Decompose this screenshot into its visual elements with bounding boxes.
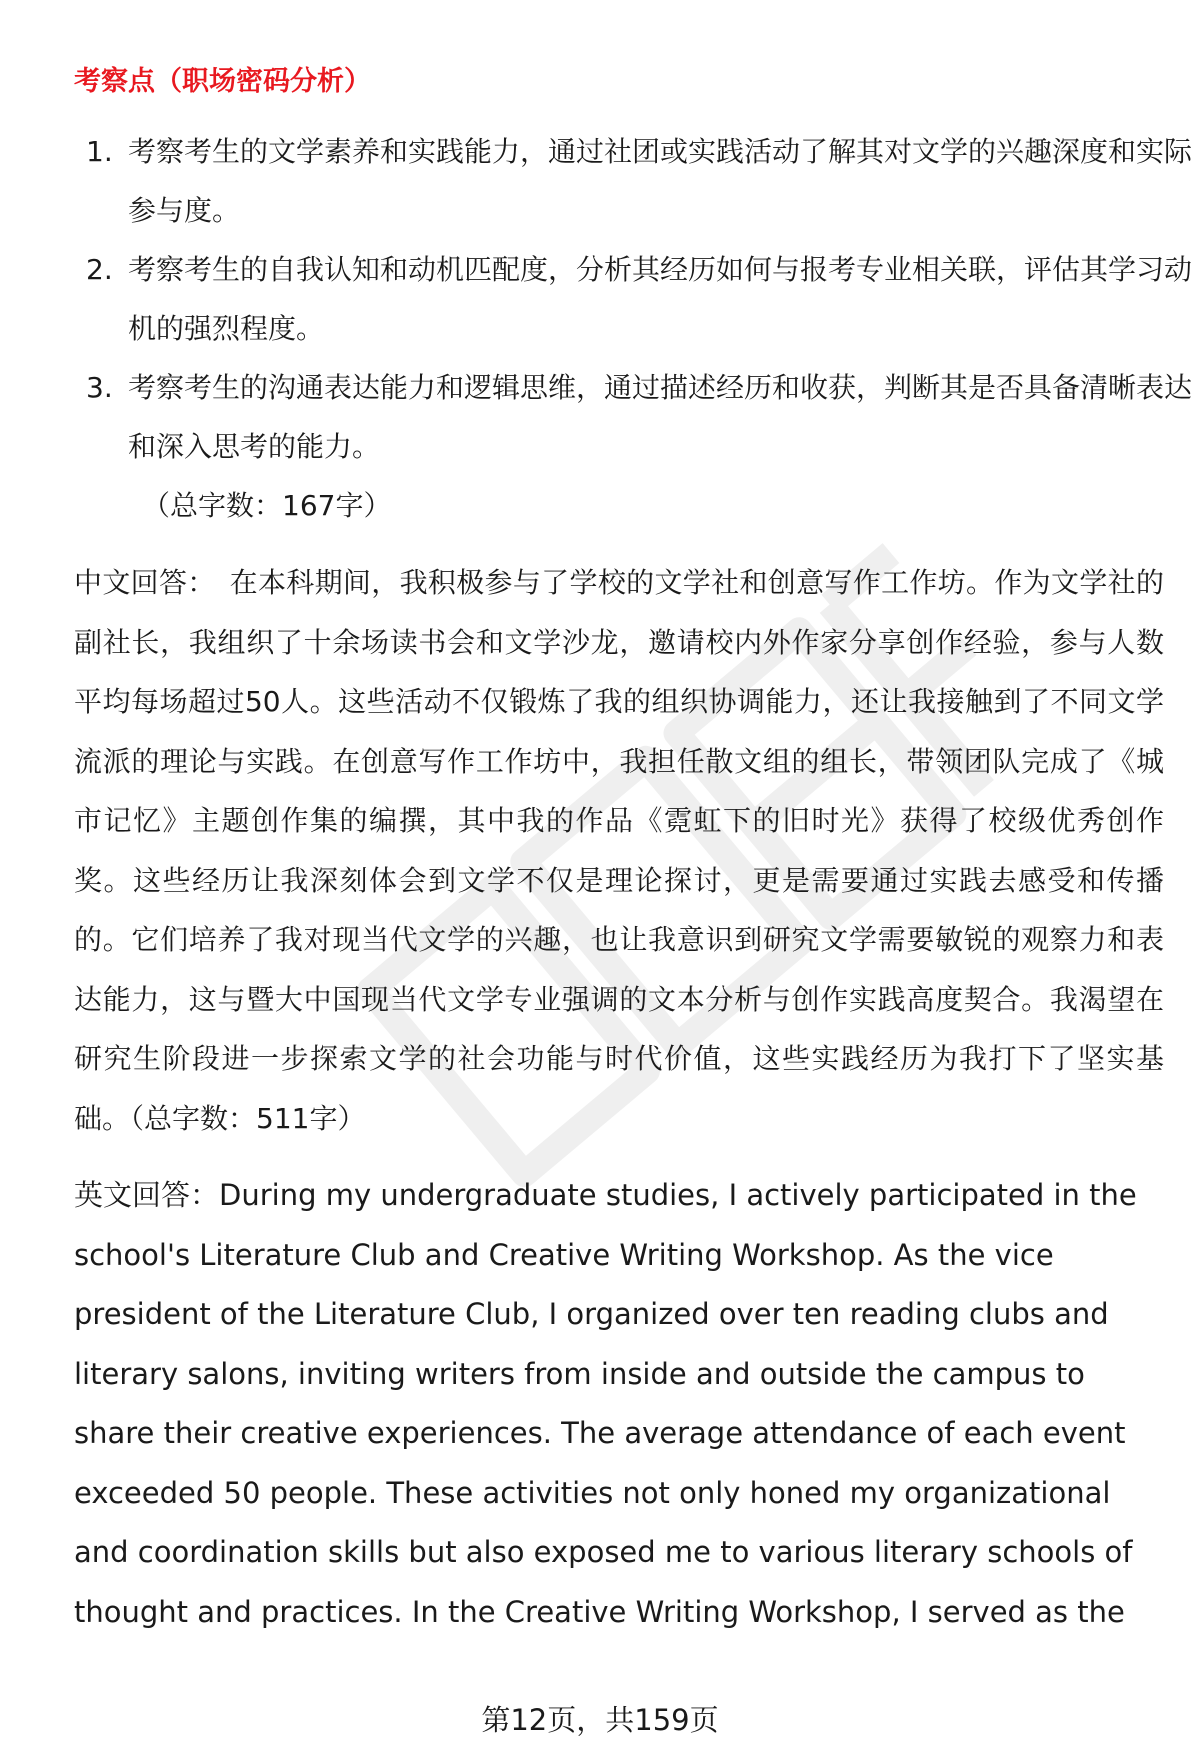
- section-title: 考察点（职场密码分析）: [74, 66, 371, 97]
- chinese-answer-label: 中文回答：: [74, 566, 216, 599]
- list-item-text: 考察考生的文学素养和实践能力，通过社团或实践活动了解其对文学的兴趣深度和实际参与度。: [128, 135, 1193, 227]
- points-word-count: （总字数：167字）: [142, 489, 392, 522]
- list-item-text: 考察考生的自我认知和动机匹配度，分析其经历如何与报考专业相关联，评估其学习动机的强烈程度。: [128, 253, 1193, 345]
- list-item-text: 考察考生的沟通表达能力和逻辑思维，通过描述经历和收获，判断其是否具备清晰表达和深入思考的能力。: [128, 371, 1193, 463]
- list-number: 3.: [86, 371, 113, 404]
- assessment-points-list: [74, 122, 1193, 476]
- english-answer: [74, 1166, 1164, 1642]
- list-item: [74, 358, 1200, 476]
- page-number-footer: 第12页，共159页: [481, 1703, 719, 1737]
- list-number: 2.: [86, 253, 113, 286]
- english-answer-label: 英文回答：: [74, 1178, 220, 1212]
- list-item: [74, 122, 1200, 240]
- english-answer-text: During my undergraduate studies, I actively participated in the school's Literature Club and Creative Writing Workshop. As the vice president of the Literature Club, I organized over ten reading clubs and literary salons, inviting writers from inside and outside the campus to share their creative experiences. The average attendance of each event exceeded 50 people. These activities not only honed my organizational and coordination skills but also exposed me to various literary schools of thought and practices. In the Creative Writing Workshop, I served as the: [74, 1178, 1137, 1629]
- chinese-answer: [74, 553, 1164, 1148]
- list-number: 1.: [86, 135, 113, 168]
- chinese-answer-text: 在本科期间，我积极参与了学校的文学社和创意写作工作坊。作为文学社的副社长，我组织了十余场读书会和文学沙龙，邀请校内外作家分享创作经验，参与人数平均每场超过50人。这些活动不仅锻炼了我的组织协调能力，还让我接触到了不同文学流派的理论与实践。在创意写作工作坊中，我担任散文组的组长，带领团队完成了《城市记忆》主题创作集的编撰，其中我的作品《霓虹下的旧时光》获得了校级优秀创作奖。这些经历让我深刻体会到文学不仅是理论探讨，更是需要通过实践去感受和传播的。它们培养了我对现当代文学的兴趣，也让我意识到研究文学需要敏锐的观察力和表达能力，这与暨大中国现当代文学专业强调的文本分析与创作实践高度契合。我渴望在研究生阶段进一步探索文学的社会功能与时代价值，这些实践经历为我打下了坚实基础。: [74, 566, 1164, 1135]
- main-content: [74, 58, 1193, 1642]
- chinese-answer-count: （总字数：511字）: [130, 1101, 366, 1135]
- list-item: [74, 240, 1200, 358]
